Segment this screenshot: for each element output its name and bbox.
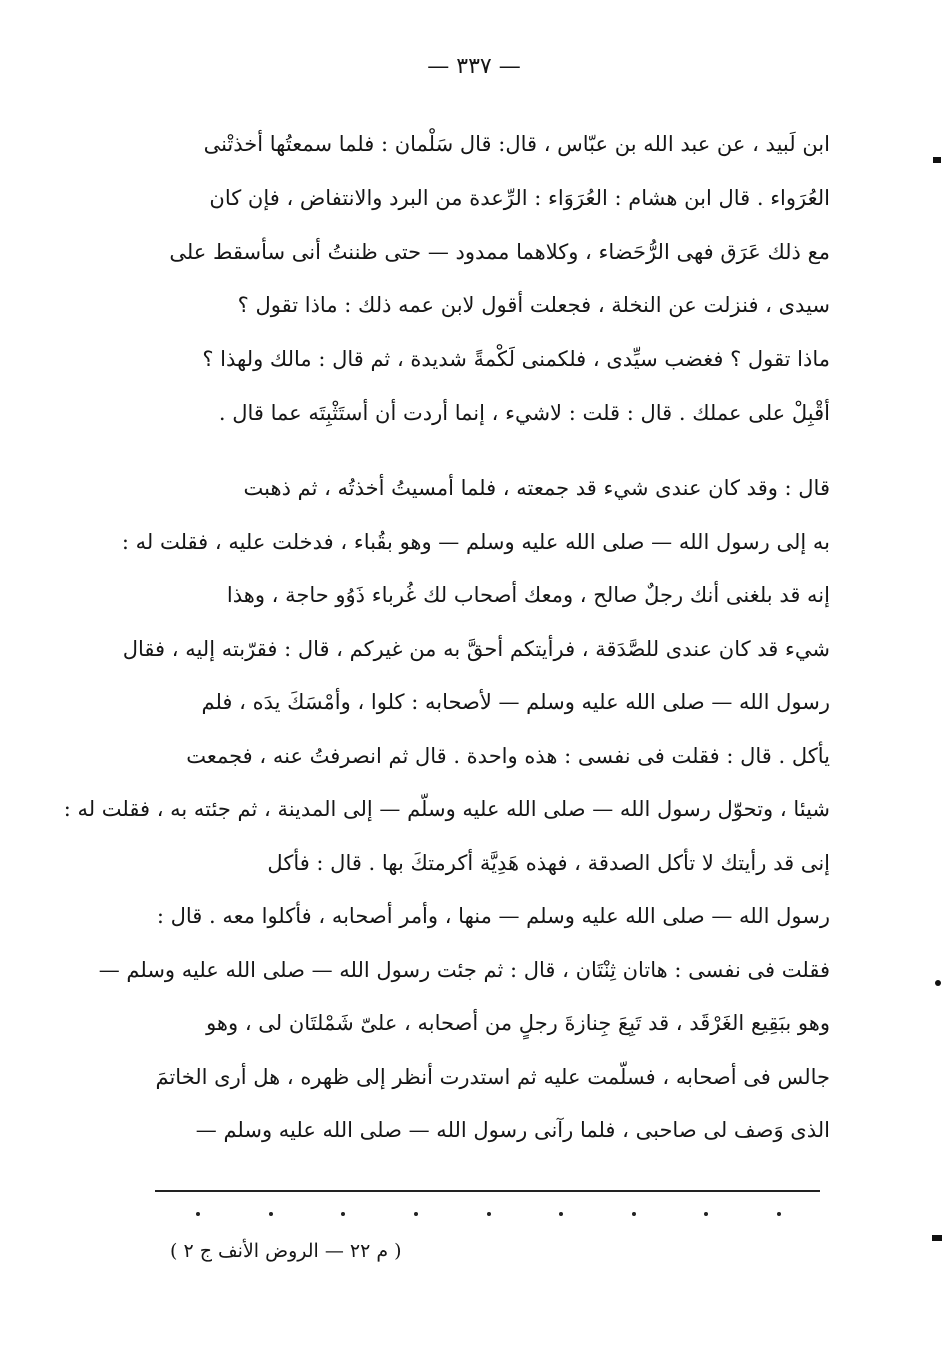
scan-margin-mark	[933, 157, 941, 163]
dot-ornament	[632, 1212, 636, 1216]
paragraph-1	[160, 118, 830, 441]
text-line: يأكل . قال : فقلت فى نفسى : هذه واحدة . قال ثم انصرفتُ عنه ، فجمعت	[186, 743, 830, 768]
text-line: إنى قد رأيتك لا تأكل الصدقة ، فهذه هَدِيَّة أكرمتكَ بها . قال : فأكل	[267, 850, 830, 875]
text-line: شيء قد كان عندى للصَّدَقة ، فرأيتكم أحقَّ به من غيركم ، قال : فقرّبته إليه ، فقال	[122, 636, 830, 661]
text-line: العُرَواء . قال ابن هشام : العُرَوَاء : الرِّعدة من البرد والانتفاض ، فإن كان	[209, 185, 830, 210]
dot-ornament	[414, 1212, 418, 1216]
text-line: أقْبِلْ على عملك . قال : قلت : لاشيء ، إنما أردت أن أستَثْبِتَه عما قال .	[218, 400, 830, 425]
dot-ornament	[341, 1212, 345, 1216]
text-line: شيئا ، وتحوّل رسول الله — صلى الله عليه وسلّم — إلى المدينة ، ثم جئته به ، فقلت له :	[63, 797, 830, 821]
text-line: جالس فى أصحابه ، فسلّمت عليه ثم استدرت أنظر إلى ظهره ، هل أرى الخاتمَ	[155, 1064, 830, 1089]
text-line: رسول الله — صلى الله عليه وسلم — لأصحابه : كلوا ، وأمْسَكَ يدَه ، فلم	[201, 690, 830, 714]
signature-mark: ( م ٢٢ — الروض الأنف ج ٢ )	[170, 1240, 402, 1262]
text-line: مع ذلك عَرَق فهى الرُّحَضاء ، وكلاهما ممدود — حتى ظننتُ أنى سأسقط على	[169, 239, 830, 264]
dot-ornament	[269, 1212, 273, 1216]
page-number: — ٣٣٧ —	[427, 54, 521, 79]
text-line: فقلت فى نفسى : هاتان ثِنْتَان ، قال : ثم جئت رسول الله — صلى الله عليه وسلم —	[98, 957, 830, 982]
text-line: ماذا تقول ؟ فغضب سيِّدى ، فلكمنى لَكْمةً شديدة ، ثم قال : مالك ولهذا ؟	[202, 347, 830, 372]
text-line: قال : وقد كان عندى شيء قد جمعته ، فلما أمسيتُ أخذتُه ، ثم ذهبت	[243, 476, 830, 500]
text-line: رسول الله — صلى الله عليه وسلم — منها ، وأمر أصحابه ، فأكلوا معه . قال :	[156, 904, 830, 928]
dot-ornament	[196, 1212, 200, 1216]
scan-margin-mark	[935, 980, 941, 986]
text-line: وهو ببَقِيع الغَرْقَد ، قد تَبِعَ جِنازةَ رجلٍ من أصحابه ، علىّ شَمْلتَان لى ، وهو	[206, 1011, 830, 1035]
text-line: إنه قد بلغنى أنك رجلٌ صالح ، ومعك أصحاب لك غُرباء ذَوُو حاجة ، وهذا	[226, 583, 830, 607]
text-line: سيدى ، فنزلت عن النخلة ، فجعلت أقول لابن عمه ذلك : ماذا تقول ؟	[237, 293, 830, 318]
scan-margin-mark	[932, 1235, 942, 1241]
text-line: الذى وَصف لى صاحبى ، فلما رآنى رسول الله — صلى الله عليه وسلم —	[195, 1118, 830, 1142]
dot-ornament	[487, 1212, 491, 1216]
dot-ornament	[777, 1212, 781, 1216]
footnote-divider	[155, 1190, 820, 1192]
footnote-dot-row	[196, 1212, 781, 1216]
dot-ornament	[704, 1212, 708, 1216]
text-line: ابن لَبيد ، عن عبد الله بن عبّاس ، قال: قال سَلْمان : فلما سمعتُها أخذتْنى	[203, 132, 830, 156]
dot-ornament	[559, 1212, 563, 1216]
paragraph-2	[63, 462, 830, 1158]
text-line: به إلى رسول الله — صلى الله عليه وسلم — وهو بقُباء ، فدخلت عليه ، فقلت له :	[121, 529, 830, 554]
